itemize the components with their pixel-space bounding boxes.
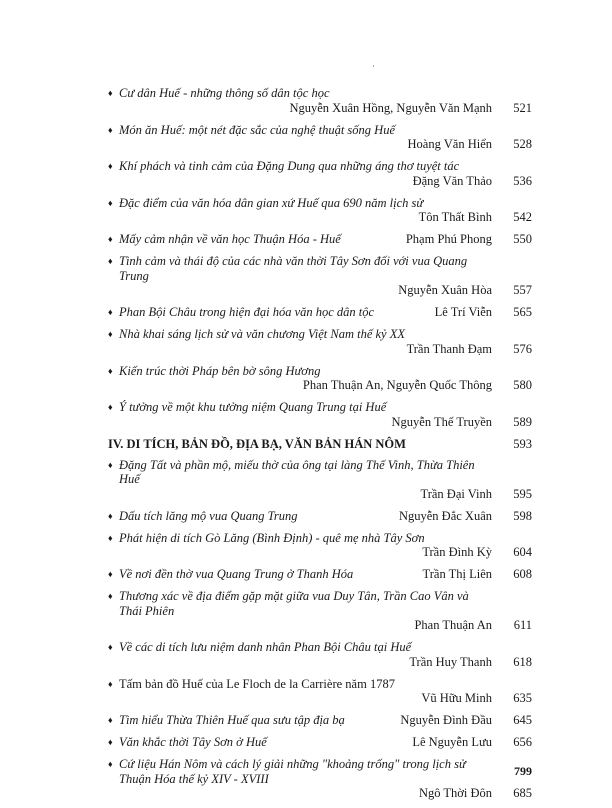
entry-page: 557 bbox=[513, 283, 532, 297]
entry-page: 528 bbox=[513, 137, 532, 151]
entry-title: Cứ liệu Hán Nôm và cách lý giải những "khoảng trống" trong lịch sử Thuận Hóa thế kỷ XIV - XVIII bbox=[119, 757, 466, 786]
entry-title: Tìm hiểu Thừa Thiên Huế qua sưu tập địa bạ bbox=[119, 713, 345, 727]
toc-entry[interactable] bbox=[108, 400, 532, 429]
entry-author: Trần Thanh Đạm bbox=[406, 341, 492, 356]
bullet-icon: ♦ bbox=[108, 234, 113, 244]
entry-author: Lê Trí Viễn bbox=[434, 305, 492, 319]
entry-author: Vũ Hữu Minh bbox=[421, 691, 492, 705]
entry-page: 542 bbox=[513, 210, 532, 224]
toc-list-b bbox=[108, 458, 532, 801]
entry-page: 656 bbox=[513, 735, 532, 749]
toc-entry[interactable] bbox=[108, 589, 532, 633]
entry-page: 565 bbox=[513, 305, 532, 319]
entry-page: 521 bbox=[513, 100, 532, 115]
entry-title: Kiến trúc thời Pháp bên bờ sông Hương bbox=[119, 363, 321, 378]
entry-author: Trần Đình Kỳ bbox=[422, 545, 492, 559]
page-number: 799 bbox=[514, 764, 532, 778]
entry-title: Dấu tích lăng mộ vua Quang Trung bbox=[119, 508, 298, 523]
entry-author: Nguyễn Thế Truyền bbox=[391, 414, 492, 429]
toc-entry[interactable] bbox=[108, 531, 532, 560]
entry-title: Đặc điểm của văn hóa dân gian xứ Huế qua 690 năm lịch sử bbox=[119, 195, 424, 210]
bullet-icon: ♦ bbox=[108, 569, 113, 579]
toc-entry[interactable] bbox=[108, 123, 532, 152]
entry-title: Văn khắc thời Tây Sơn ở Huế bbox=[119, 735, 267, 749]
section-heading bbox=[108, 437, 532, 452]
entry-author: Trần Thị Liên bbox=[422, 567, 492, 581]
bullet-icon: ♦ bbox=[108, 197, 113, 208]
bullet-icon: ♦ bbox=[108, 402, 113, 412]
bullet-icon: ♦ bbox=[108, 124, 113, 135]
section-title: IV. DI TÍCH, BẢN ĐỒ, ĐỊA BẠ, VĂN BẢN HÁN NÔM bbox=[108, 436, 406, 451]
entry-author: Nguyễn Đình Đầu bbox=[400, 713, 492, 727]
entry-author: Tôn Thất Bình bbox=[418, 210, 492, 224]
entry-title: Phan Bội Châu trong hiện đại hóa văn học dân tộc bbox=[119, 305, 375, 319]
entry-author: Hoàng Văn Hiển bbox=[407, 137, 492, 151]
entry-author: Phan Thuận An, Nguyễn Quốc Thông bbox=[302, 378, 492, 392]
entry-page: 576 bbox=[513, 341, 532, 356]
entry-author: Nguyễn Xuân Hồng, Nguyễn Văn Mạnh bbox=[289, 100, 492, 115]
bullet-icon: ♦ bbox=[108, 459, 113, 470]
entry-page: 595 bbox=[513, 486, 532, 501]
entry-author: Lê Nguyễn Lưu bbox=[412, 735, 492, 749]
bullet-icon: ♦ bbox=[108, 532, 113, 543]
entry-page: 635 bbox=[513, 691, 532, 705]
entry-title: Thương xác về địa điểm gặp mặt giữa vua Duy Tân, Trần Cao Vân và Thái Phiên bbox=[119, 589, 469, 618]
bullet-icon: ♦ bbox=[108, 307, 113, 317]
bullet-icon: ♦ bbox=[108, 642, 113, 652]
entry-title: Nhà khai sáng lịch sử và văn chương Việt Nam thế kỷ XX bbox=[119, 327, 405, 341]
table-of-contents bbox=[108, 86, 532, 808]
entry-page: 550 bbox=[513, 232, 532, 246]
entry-page: 589 bbox=[513, 414, 532, 429]
entry-title: Món ăn Huế: một nét đặc sắc của nghệ thuật sống Huế bbox=[119, 122, 395, 137]
toc-entry[interactable] bbox=[108, 458, 532, 502]
entry-page: 685 bbox=[513, 786, 532, 800]
entry-author: Ngô Thời Đôn bbox=[418, 786, 492, 800]
bullet-icon: ♦ bbox=[108, 591, 113, 601]
entry-author: Đặng Văn Thảo bbox=[412, 173, 492, 188]
entry-page: 580 bbox=[513, 378, 532, 392]
entry-author: Nguyễn Đắc Xuân bbox=[398, 508, 492, 523]
entry-title: Mấy cảm nhận về văn học Thuận Hóa - Huế bbox=[119, 232, 341, 246]
toc-entry[interactable] bbox=[108, 735, 532, 750]
toc-entry[interactable] bbox=[108, 86, 532, 115]
entry-page: 611 bbox=[513, 618, 532, 632]
toc-entry[interactable] bbox=[108, 327, 532, 356]
entry-author: Phạm Phú Phong bbox=[405, 232, 492, 246]
toc-entry[interactable] bbox=[108, 567, 532, 582]
entry-title: Ý tưởng về một khu tưởng niệm Quang Trung tại Huế bbox=[119, 400, 387, 414]
toc-entry[interactable] bbox=[108, 713, 532, 728]
entry-page: 618 bbox=[513, 654, 532, 669]
toc-entry[interactable] bbox=[108, 232, 532, 247]
toc-entry[interactable] bbox=[108, 159, 532, 188]
toc-entry[interactable] bbox=[108, 677, 532, 706]
bullet-icon: ♦ bbox=[108, 329, 113, 339]
entry-title: Phát hiện di tích Gò Lăng (Bình Định) - quê mẹ nhà Tây Sơn bbox=[119, 530, 425, 545]
bullet-icon: ♦ bbox=[108, 256, 113, 266]
bullet-icon: ♦ bbox=[108, 737, 113, 747]
bullet-icon: ♦ bbox=[108, 715, 113, 725]
section-page: 593 bbox=[513, 436, 532, 451]
toc-entry[interactable] bbox=[108, 509, 532, 524]
entry-author: Trần Đại Vinh bbox=[420, 486, 492, 501]
bullet-icon: ♦ bbox=[108, 678, 113, 689]
entry-title: Về nơi đền thờ vua Quang Trung ở Thanh Hóa bbox=[119, 567, 354, 581]
page-mark: · bbox=[372, 62, 375, 71]
entry-page: 645 bbox=[513, 713, 532, 727]
bullet-icon: ♦ bbox=[108, 365, 113, 376]
entry-title: Tấm bản đồ Huế của Le Floch de la Carrière năm 1787 bbox=[119, 676, 395, 691]
toc-list-a bbox=[108, 86, 532, 429]
entry-author: Nguyễn Xuân Hòa bbox=[398, 283, 492, 297]
bullet-icon: ♦ bbox=[108, 510, 113, 521]
entry-author: Trần Huy Thanh bbox=[409, 654, 492, 669]
toc-entry[interactable] bbox=[108, 364, 532, 393]
toc-entry[interactable] bbox=[108, 196, 532, 225]
bullet-icon: ♦ bbox=[108, 161, 113, 171]
toc-entry[interactable] bbox=[108, 640, 532, 669]
entry-title: Về các di tích lưu niệm danh nhân Phan Bội Châu tại Huế bbox=[119, 640, 412, 654]
bullet-icon: ♦ bbox=[108, 88, 113, 98]
entry-page: 608 bbox=[513, 567, 532, 581]
toc-entry[interactable] bbox=[108, 305, 532, 320]
entry-page: 598 bbox=[513, 508, 532, 523]
toc-entry[interactable] bbox=[108, 757, 532, 801]
entry-page: 536 bbox=[513, 173, 532, 188]
entry-page: 604 bbox=[513, 545, 532, 559]
entry-author: Phan Thuận An bbox=[414, 618, 492, 632]
entry-title: Tình cảm và thái độ của các nhà văn thời Tây Sơn đối với vua Quang Trung bbox=[119, 254, 468, 283]
entry-title: Đặng Tất và phần mộ, miếu thờ của ông tại làng Thế Vinh, Thừa Thiên Huế bbox=[119, 457, 475, 486]
entry-title: Khí phách và tinh cảm của Đặng Dung qua những áng thơ tuyệt tác bbox=[119, 159, 460, 173]
entry-title: Cư dân Huế - những thông số dân tộc học bbox=[119, 86, 330, 100]
toc-entry[interactable] bbox=[108, 254, 532, 298]
bullet-icon: ♦ bbox=[108, 759, 113, 769]
